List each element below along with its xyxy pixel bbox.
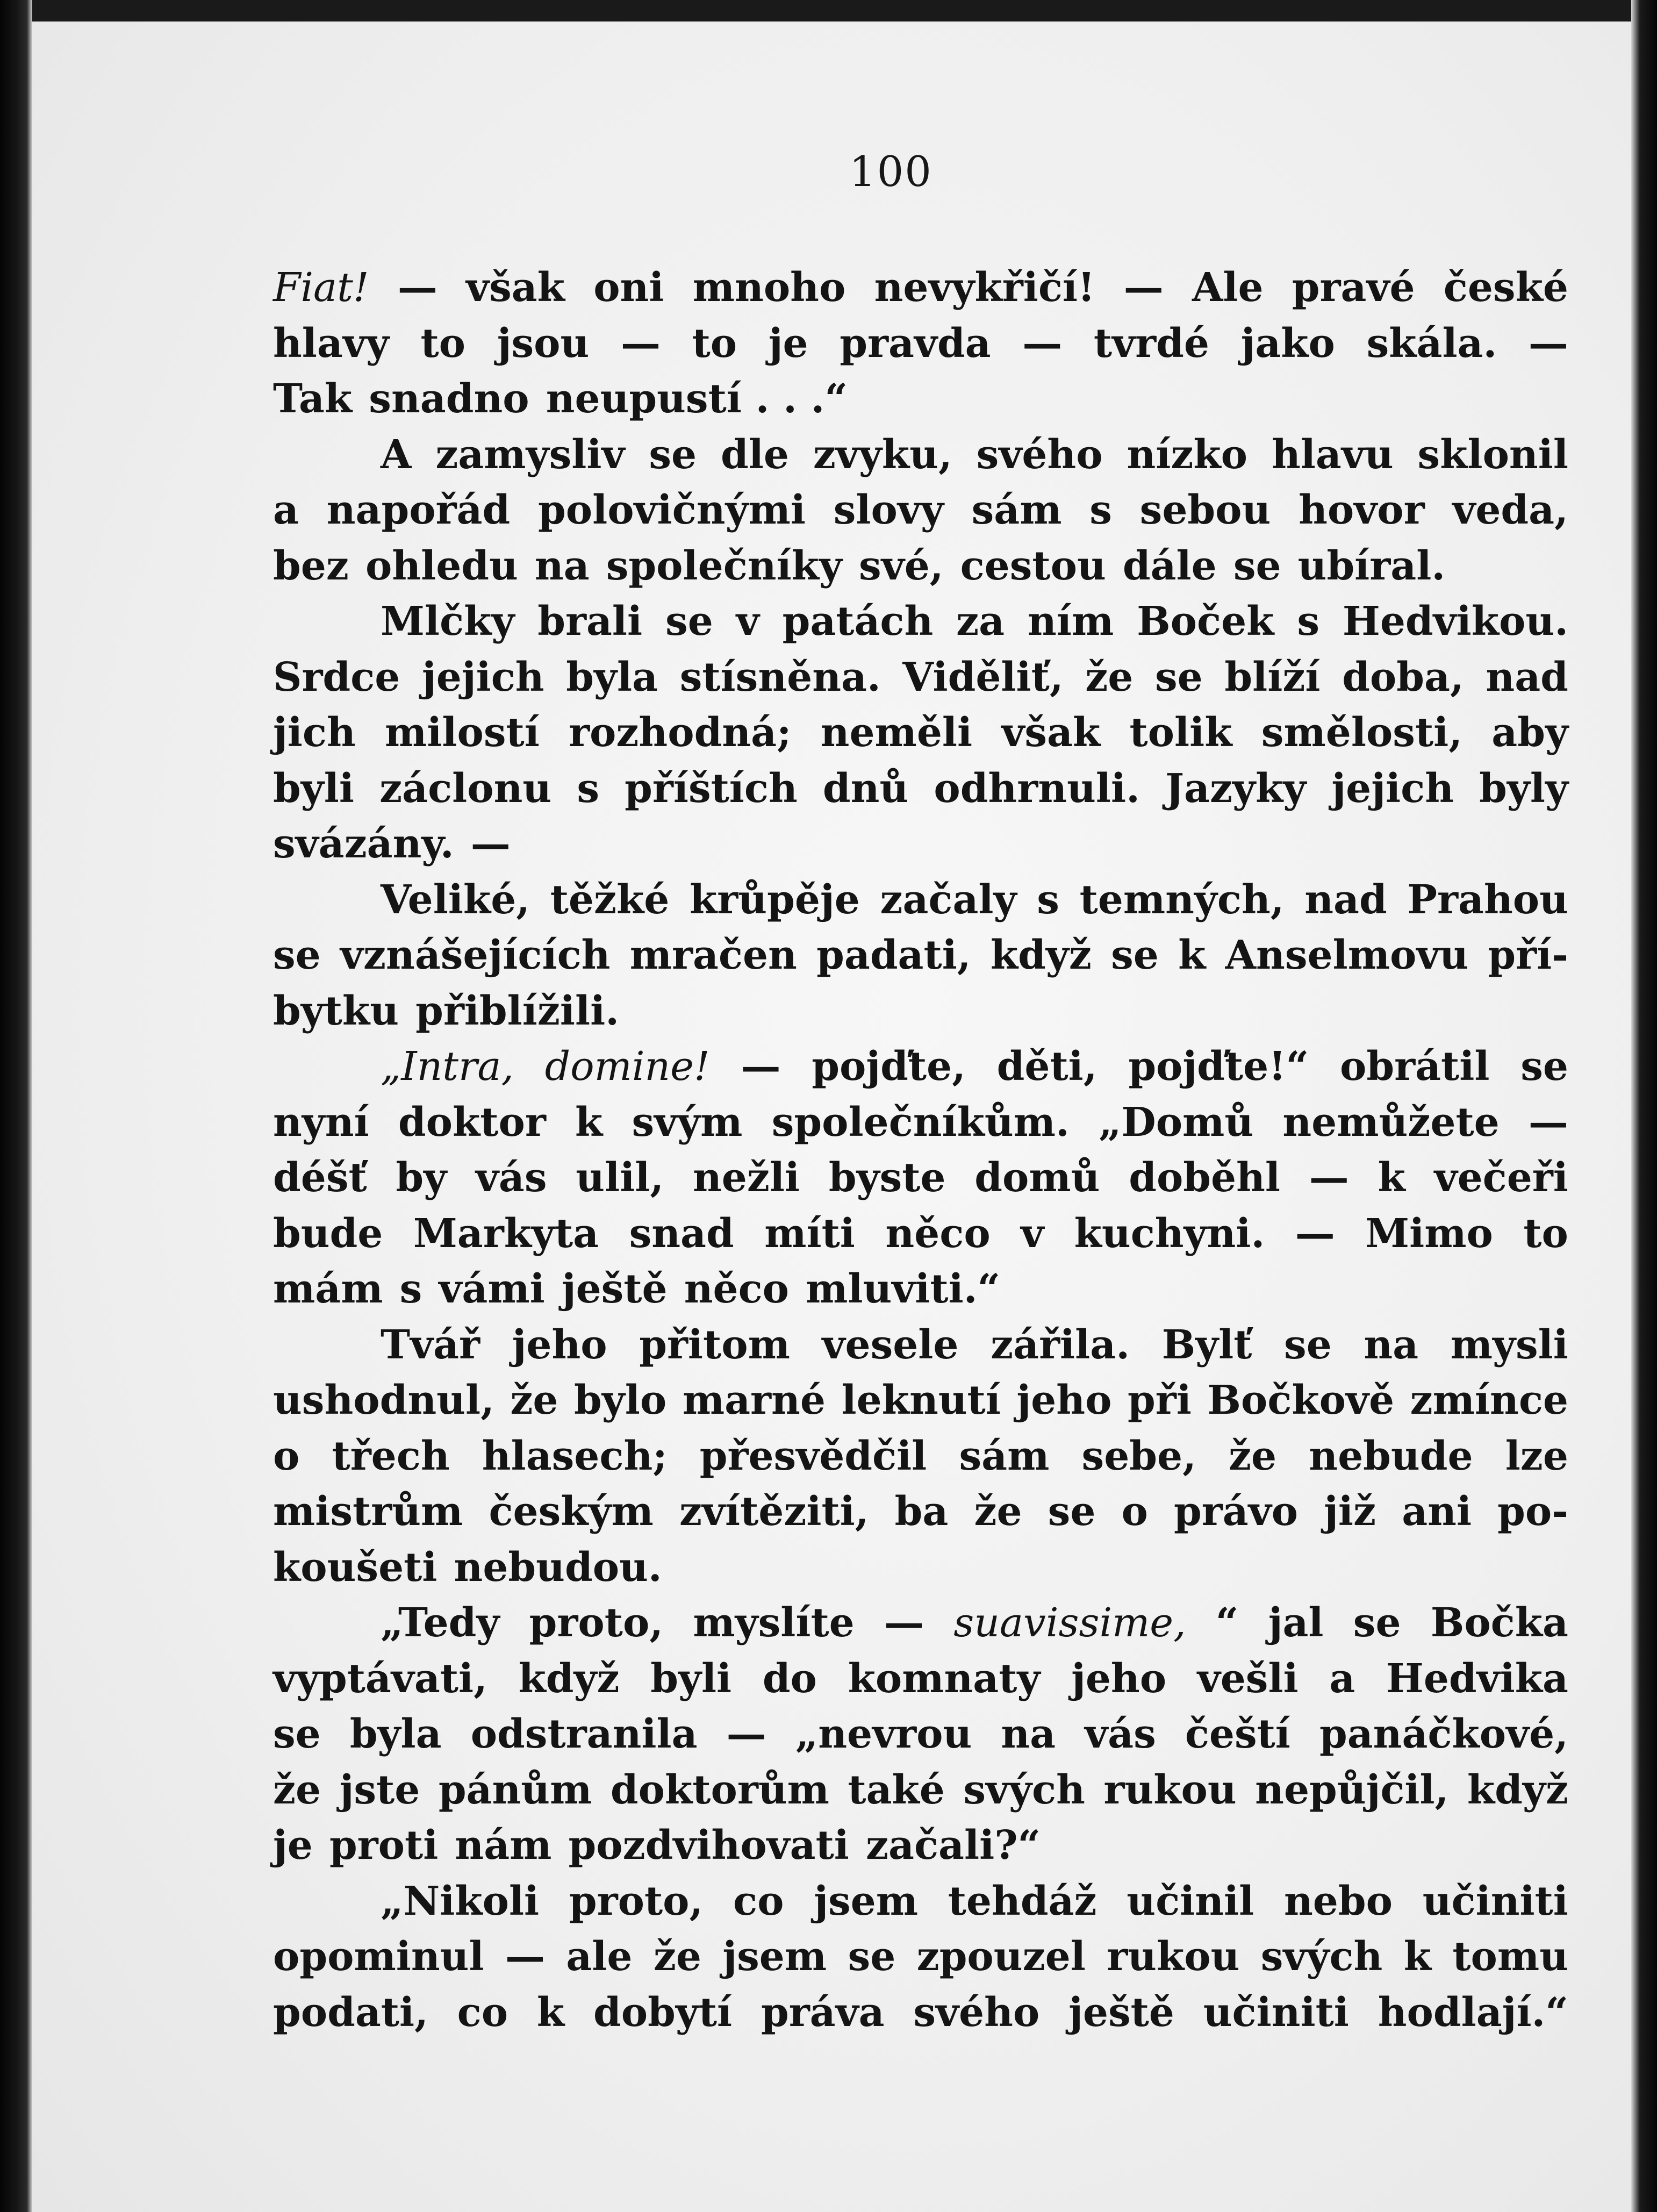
text-line [273,1540,1568,1596]
word: „Domů [1098,1099,1254,1146]
scan-border-right [1631,0,1657,2212]
word: byli [650,1655,732,1702]
word: rukou [1103,1766,1237,1813]
word: když [518,1655,620,1702]
word: dnů [822,765,909,812]
text-line [273,1595,1568,1651]
word: sám [959,1433,1050,1479]
text-line [273,1373,1568,1429]
text-line [273,316,1568,372]
word: že [1085,654,1134,700]
text-line [273,427,1568,483]
word: — [470,821,511,867]
word: co [733,1878,784,1924]
word: tolik [1129,710,1232,756]
word: začaly [880,876,1017,923]
word: čeští [1185,1711,1290,1757]
word: kuchyni. [1074,1210,1265,1257]
word: něco [684,1266,789,1312]
word: zamysliv [435,431,625,478]
word: “ [1215,1600,1239,1646]
word: Ale [1192,264,1264,311]
word: nám [455,1822,552,1869]
word: nepůjčil, [1255,1766,1449,1813]
word: leknutí [841,1377,1001,1423]
word: mnoho [692,264,846,311]
word: se [1520,1043,1568,1090]
word: když [990,932,1092,978]
word: učiniti [1203,1989,1349,2036]
word: svým [632,1099,743,1146]
word: však [466,264,565,311]
word: Tvář [381,1321,480,1368]
word: mysli [1450,1321,1568,1368]
word: — [884,1600,924,1646]
word: nad [1304,876,1387,923]
word: ještě [1068,1989,1174,2036]
word: s [1089,487,1112,533]
word: krůpěje [690,876,860,923]
word: marné [682,1377,826,1423]
word: byste [828,1155,946,1201]
word: svého [913,1989,1040,2036]
text-line [273,1818,1568,1874]
word: zářila. [991,1321,1130,1368]
text-line [273,594,1568,650]
word: ale [566,1934,633,1980]
word: co [457,1989,508,2036]
word: vás [475,1155,547,1201]
word: Hedvika [1386,1655,1568,1702]
word: jeho [512,1321,607,1368]
text-line [273,1985,1568,2041]
word: učinil [1127,1878,1254,1924]
word: Anselmovu [1225,932,1469,978]
word: nežli [692,1155,800,1201]
word: slovy [833,487,944,533]
word: jsem [722,1934,827,1980]
word: k [1178,932,1206,978]
word: jsem [814,1878,919,1924]
word: ohledu [365,542,518,589]
word: se [848,1934,896,1980]
word: za [956,598,1005,645]
word: Boček [1137,598,1274,645]
word: lze [1505,1433,1568,1479]
word: a [1329,1655,1355,1702]
word: svých [1260,1934,1383,1980]
word: koušeti [273,1544,437,1591]
word: polovičnými [537,487,806,533]
word: ubíral. [1297,542,1446,589]
word: jejich [421,654,544,700]
word: se [273,932,321,978]
word: že [510,1377,558,1423]
word: Tak [273,376,353,422]
word: sebe, [1081,1433,1196,1479]
word: patách [782,598,934,645]
word: — [726,1711,766,1757]
word: se [1048,1488,1096,1535]
word: při [1127,1377,1192,1423]
word: se [1353,1600,1401,1646]
word: Fiat! [273,264,369,311]
word: proto, [569,1878,704,1924]
text-line [273,1429,1568,1485]
word: — [1528,1099,1568,1146]
word: sklonil [1417,431,1568,478]
word: jeho [1016,1377,1112,1423]
word: bez [273,542,349,589]
text-line [273,984,1568,1040]
text-line [273,1206,1568,1262]
word: nad [1486,654,1568,700]
word: odstranila [470,1711,698,1757]
word: nízko [1127,431,1248,478]
text-line [273,1318,1568,1373]
text-line [273,1874,1568,1930]
word: s [1297,598,1320,645]
word: k [536,1989,565,2036]
word: začali?“ [866,1822,1041,1869]
word: zpouzel [916,1934,1086,1980]
word: tehdáž [948,1878,1097,1924]
word: A [381,431,412,478]
word: po- [1497,1488,1568,1535]
word: že [974,1488,1022,1535]
text-line [273,1039,1568,1095]
word: nebude [1309,1433,1473,1479]
word: „Intra, [381,1043,514,1090]
word: — [1295,1210,1335,1257]
word: o [273,1433,300,1479]
word: myslíte [693,1600,855,1646]
word: ani [1402,1488,1472,1535]
text-line [273,260,1568,316]
word: a [273,487,299,533]
word: brali [537,598,643,645]
word: že [1229,1433,1277,1479]
word: že [653,1934,701,1980]
word: cestou [960,542,1106,589]
word: byli [273,765,354,812]
word: na [1001,1711,1056,1757]
word: doba, [1342,654,1464,700]
word: napořád [326,487,511,533]
word: nebo [1284,1878,1393,1924]
word: tvrdé [1093,320,1209,367]
word: mám [273,1266,383,1312]
word: o [1121,1488,1148,1535]
word: pojďte, [812,1043,966,1090]
word: doktor [398,1099,546,1146]
word: nebudou. [454,1544,662,1591]
text-line [273,539,1568,595]
word: to [692,320,737,367]
word: — [505,1934,545,1980]
word: české [1443,264,1568,311]
word: také [848,1766,945,1813]
text-line [273,928,1568,984]
word: bytku [273,987,399,1034]
word: s [399,1266,422,1312]
word: byla [349,1711,442,1757]
scan-border-top [0,0,1657,22]
word: vznášejících [340,932,611,978]
word: hlasech; [482,1433,668,1479]
word: k [1378,1155,1405,1201]
word: právo [1174,1488,1299,1535]
word: pří- [1488,932,1568,978]
word: pravda [840,320,991,367]
word: jich [273,710,356,756]
word: byly [1479,765,1568,812]
word: práva [761,1989,885,2036]
word: suavissime, [953,1600,1186,1646]
word: hovor [1299,487,1425,533]
word: dále [1122,542,1217,589]
text-line [273,705,1568,761]
text-line [273,761,1568,817]
book-spine-shadow [0,0,32,2212]
word: smělosti, [1261,710,1463,756]
word: však [1001,710,1101,756]
word: domine! [544,1043,710,1090]
word: na [534,542,590,589]
word: se [649,431,697,478]
word: večeři [1434,1155,1568,1201]
word: něco [885,1210,991,1257]
text-line [273,483,1568,539]
word: komnaty [848,1655,1041,1702]
word: — [1309,1155,1349,1201]
word: Srdce [273,654,400,700]
word: v [736,598,759,645]
word: Mlčky [381,598,515,645]
word: doběhl [1129,1155,1281,1201]
word: se [1233,542,1281,589]
text-line [273,1262,1568,1318]
word: snadno [369,376,529,422]
word: Markyta [413,1210,599,1257]
word: míti [764,1210,855,1257]
word: svého [976,431,1103,478]
word: stísněna. [679,654,881,700]
text-line [273,1763,1568,1819]
text-line [273,650,1568,706]
word: podati, [273,1989,428,2036]
word: s [577,765,599,812]
word: sebou [1139,487,1271,533]
word: že [273,1766,321,1813]
word: Bočkově [1207,1377,1395,1423]
word: rukou [1107,1934,1240,1980]
word: Prahou [1407,876,1568,923]
word: rozhodná; [569,710,792,756]
word: to [1523,1210,1568,1257]
word: by [396,1155,447,1201]
word: mračen [629,932,797,978]
word: neupustí . . .“ [546,376,848,422]
word: proto, [529,1600,664,1646]
word: vesele [822,1321,959,1368]
word: příštích [625,765,798,812]
page-number: 100 [849,148,932,196]
word: mistrům [273,1488,463,1535]
word: to [420,320,466,367]
word: proti [329,1822,439,1869]
word: pozdvihovati [568,1822,849,1869]
word: snad [629,1210,734,1257]
word: vás [1085,1711,1156,1757]
word: s [1037,876,1059,923]
word: Hedvikou. [1342,598,1568,645]
word: byla [566,654,658,700]
word: odhrnuli. [934,765,1140,812]
word: padati, [816,932,971,978]
word: — [397,264,437,311]
word: již [1324,1488,1376,1535]
word: obrátil [1340,1043,1490,1090]
word: dle [721,431,789,478]
word: Bylť [1161,1321,1252,1368]
word: přesvědčil [699,1433,927,1479]
word: ushodnul, [273,1377,494,1423]
word: opominul [273,1934,484,1980]
word: je [768,320,808,367]
word: své, [859,542,944,589]
word: pojďte!“ [1128,1043,1309,1090]
word: záclonu [379,765,552,812]
word: děti, [996,1043,1098,1090]
word: ještě [561,1266,668,1312]
word: třech [332,1433,450,1479]
text-line [273,872,1568,928]
word: je [273,1822,313,1869]
word: svázány. [273,821,454,867]
text-line [273,1651,1568,1707]
word: se [1284,1321,1332,1368]
word: „Nikoli [381,1878,540,1924]
word: když [1467,1766,1568,1813]
word: oni [593,264,664,311]
word: vámi [439,1266,545,1312]
word: milostí [384,710,540,756]
word: vešli [1197,1655,1299,1702]
word: déšť [273,1155,367,1201]
word: — [741,1043,781,1090]
word: Jazyky [1165,765,1307,812]
word: hlavu [1271,431,1394,478]
word: aby [1491,710,1568,756]
word: zmínce [1410,1377,1568,1423]
word: svých [963,1766,1085,1813]
word: — [1123,264,1164,311]
word: jejich [1331,765,1454,812]
word: zvyku, [813,431,952,478]
word: hodlají.“ [1378,1989,1568,2036]
word: dobytí [593,1989,733,2036]
word: — [620,320,661,367]
word: bylo [574,1377,667,1423]
word: vyptávati, [273,1655,487,1702]
word: domů [974,1155,1100,1201]
word: se [1155,654,1203,700]
word: pravé [1292,264,1415,311]
body-text [273,260,1568,2041]
word: přitom [639,1321,790,1368]
word: — [1528,320,1568,367]
word: Veliké, [381,876,530,923]
word: bude [273,1210,383,1257]
text-line [273,817,1568,872]
word: tomu [1452,1934,1568,1980]
word: zvítěziti, [679,1488,869,1535]
word: skála. [1366,320,1497,367]
word: se [1111,932,1159,978]
word: jeho [1071,1655,1167,1702]
word: nyní [273,1099,369,1146]
word: sám [971,487,1062,533]
word: pánům [438,1766,592,1813]
text-line [273,1929,1568,1985]
text-line [273,371,1568,427]
word: panáčkové, [1319,1711,1568,1757]
word: — [1022,320,1063,367]
word: se [273,1711,321,1757]
word: těžké [550,876,670,923]
word: českým [489,1488,654,1535]
word: jste [339,1766,420,1813]
text-line [273,1095,1568,1151]
word: hlavy [273,320,389,367]
word: doktorům [610,1766,829,1813]
word: neměli [820,710,973,756]
word: k [1403,1934,1431,1980]
word: se [665,598,713,645]
word: učiniti [1422,1878,1568,1924]
word: „nevrou [795,1711,972,1757]
word: do [762,1655,817,1702]
word: ním [1028,598,1114,645]
word: blíží [1224,654,1321,700]
word: temných, [1079,876,1285,923]
word: k [575,1099,603,1146]
word: jal [1268,1600,1324,1646]
word: „Tedy [381,1600,500,1646]
word: v [1021,1210,1044,1257]
word: Mimo [1365,1210,1493,1257]
word: jako [1240,320,1335,367]
word: společníky [606,542,842,589]
word: společníkům. [771,1099,1070,1146]
word: na [1364,1321,1419,1368]
text-line [273,1707,1568,1763]
word: Bočka [1430,1600,1568,1646]
word: ba [894,1488,949,1535]
word: přiblížili. [415,987,620,1034]
word: jsou [497,320,590,367]
word: veda, [1452,487,1568,533]
word: ulil, [576,1155,664,1201]
word: mluviti.“ [806,1266,1001,1312]
word: nemůžete [1282,1099,1500,1146]
text-line [273,1150,1568,1206]
word: Viděliť, [902,654,1064,700]
word: nevykřičí! [874,264,1095,311]
text-line [273,1484,1568,1540]
